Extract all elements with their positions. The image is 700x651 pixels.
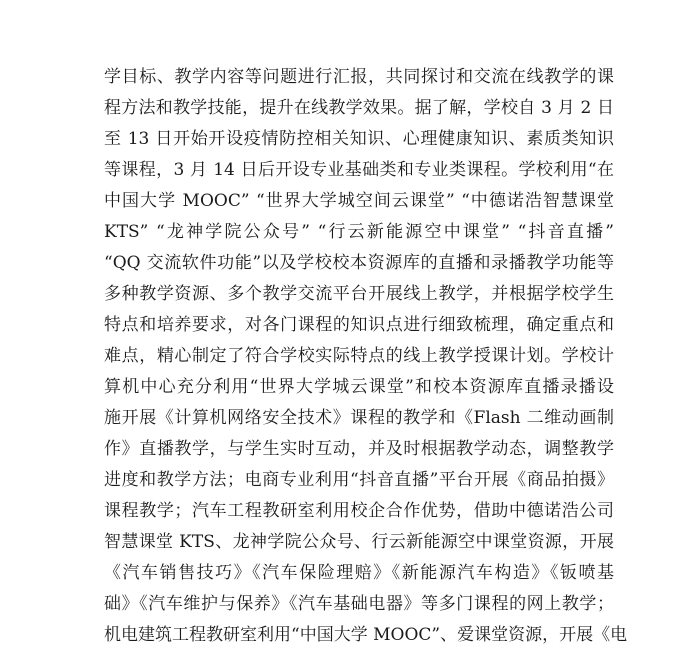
text-line: 课程教学；汽车工程教研室利用校企合作优势，借助中德诺浩公司 [104,501,614,521]
text-line: 中国大学 MOOC” “世界大学城空间云课堂” “中德诺浩智慧课堂 [104,191,614,211]
body-paragraph [104,62,628,651]
text-line: 算机中心充分利用“世界大学城云课堂”和校本资源库直播录播设 [104,377,614,397]
text-line: 程方法和教学技能，提升在线教学效果。据了解，学校自 3 月 2 日 [104,98,614,118]
text-line: 等课程，3 月 14 日后开设专业基础类和专业类课程。学校利用“在 [104,160,614,180]
text-line: 至 13 日开始开设疫情防控相关知识、心理健康知识、素质类知识 [104,129,614,149]
text-line: 础》《汽车维护与保养》《汽车基础电器》等多门课程的网上教学； [104,594,614,614]
text-line: KTS” “龙神学院公众号” “行云新能源空中课堂” “抖音直播” [104,222,614,242]
text-line: 多种教学资源、多个教学交流平台开展线上教学，并根据学校学生 [104,284,614,304]
text-line: “QQ 交流软件功能”以及学校校本资源库的直播和录播教学功能等 [104,253,614,273]
text-line: 《汽车销售技巧》《汽车保险理赔》《新能源汽车构造》《钣喷基 [104,563,614,583]
text-line: 智慧课堂 KTS、龙神学院公众号、行云新能源空中课堂资源，开展 [104,532,614,552]
text-line: 进度和教学方法；电商专业利用“抖音直播”平台开展《商品拍摄》 [104,470,614,490]
text-line: 施开展《计算机网络安全技术》课程的教学和《Flash 二维动画制 [104,408,614,428]
text-line: 特点和培养要求，对各门课程的知识点进行细致梳理，确定重点和 [104,315,614,335]
text-line: 难点，精心制定了符合学校实际特点的线上教学授课计划。学校计 [104,346,614,366]
text-line: 作》直播教学，与学生实时互动，并及时根据教学动态，调整教学 [104,439,614,459]
text-line: 机电建筑工程教研室利用“中国大学 MOOC”、爱课堂资源，开展《电 [104,625,628,645]
text-line: 学目标、教学内容等问题进行汇报，共同探讨和交流在线教学的课 [104,67,614,87]
